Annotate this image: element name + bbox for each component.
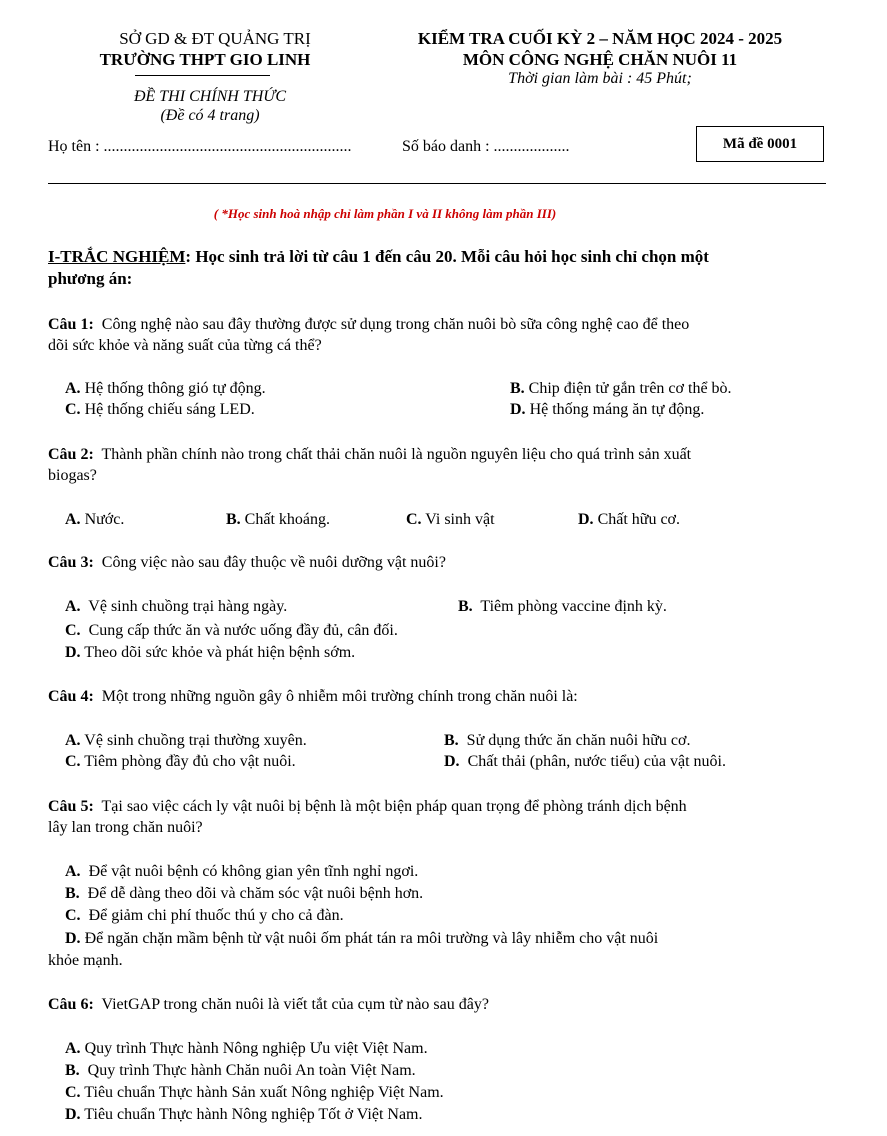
q1-option-d[interactable]: D. Hệ thống máng ăn tự động. — [510, 401, 705, 418]
question-text: Tại sao việc cách ly vật nuôi bị bệnh là một biện pháp quan trọng để phòng tránh dịch bệnh — [101, 798, 687, 815]
question-text: Công việc nào sau đây thuộc về nuôi dưỡng vật nuôi? — [101, 554, 446, 571]
q5-option-d-cont: khỏe mạnh. — [48, 952, 123, 969]
q4-option-b[interactable]: B. Sử dụng thức ăn chăn nuôi hữu cơ. — [444, 732, 691, 749]
official-exam-label: ĐỀ THI CHÍNH THỨC — [133, 88, 287, 105]
question-3-stem — [48, 552, 446, 573]
school-name: TRƯỜNG THPT GIO LINH — [99, 50, 311, 69]
q3-option-c[interactable]: C. Cung cấp thức ăn và nước uống đầy đủ, cân đối. — [65, 622, 398, 639]
question-text: VietGAP trong chăn nuôi là viết tắt của cụm từ nào sau đây? — [101, 996, 489, 1013]
q3-option-b[interactable]: B. Tiêm phòng vaccine định kỳ. — [458, 598, 667, 615]
exam-duration: Thời gian làm bài : 45 Phút; — [508, 70, 692, 87]
q5-option-d[interactable]: D. Để ngăn chặn mầm bệnh từ vật nuôi ốm phát tán ra môi trường và lây nhiễm cho vật nuôi — [65, 930, 659, 947]
q1-option-a[interactable]: A. Hệ thống thông gió tự động. — [65, 380, 266, 397]
question-2-stem — [48, 444, 691, 465]
question-number: Câu 1: — [48, 316, 94, 333]
question-number: Câu 5: — [48, 798, 94, 815]
q1-option-c[interactable]: C. Hệ thống chiếu sáng LED. — [65, 401, 255, 418]
q6-option-b[interactable]: B. Quy trình Thực hành Chăn nuôi An toàn Việt Nam. — [65, 1062, 416, 1079]
subject-title: MÔN CÔNG NGHỆ CHĂN NUÔI 11 — [462, 50, 738, 69]
question-text: Công nghệ nào sau đây thường được sử dụng trong chăn nuôi bò sữa công nghệ cao để theo — [101, 316, 690, 333]
question-1-stem-cont: dõi sức khỏe và năng suất của từng cá thể? — [48, 337, 322, 354]
section-instruction-cont: phương án: — [48, 269, 133, 288]
q1-option-b[interactable]: B. Chip điện tử gắn trên cơ thể bò. — [510, 380, 732, 397]
question-6-stem — [48, 994, 489, 1015]
question-text: Thành phần chính nào trong chất thải chăn nuôi là nguồn nguyên liệu cho quá trình sản xuất — [101, 446, 692, 463]
q4-option-a[interactable]: A. Vệ sinh chuồng trại thường xuyên. — [65, 732, 307, 749]
exam-code-box — [696, 126, 824, 162]
q5-option-c[interactable]: C. Để giảm chi phí thuốc thú y cho cả đàn. — [65, 907, 344, 924]
q4-option-c[interactable]: C. Tiêm phòng đầy đủ cho vật nuôi. — [65, 753, 296, 770]
q6-option-a[interactable]: A. Quy trình Thực hành Nông nghiệp Ưu việt Việt Nam. — [65, 1040, 428, 1057]
section-instruction: : Học sinh trả lời từ câu 1 đến câu 20. Mỗi câu hỏi học sinh chỉ chọn một — [185, 247, 709, 266]
page-count: (Đề có 4 trang) — [160, 107, 260, 124]
question-text: Một trong những nguồn gây ô nhiễm môi trường chính trong chăn nuôi là: — [101, 688, 578, 705]
question-1-stem — [48, 314, 689, 335]
header-divider — [48, 183, 826, 184]
q2-option-c[interactable]: C. Vi sinh vật — [406, 511, 495, 528]
q2-option-a[interactable]: A. Nước. — [65, 511, 125, 528]
q6-option-c[interactable]: C. Tiêu chuẩn Thực hành Sản xuất Nông nghiệp Việt Nam. — [65, 1084, 444, 1101]
question-number: Câu 3: — [48, 554, 94, 571]
question-5-stem-cont: lây lan trong chăn nuôi? — [48, 819, 203, 836]
q6-option-d[interactable]: D. Tiêu chuẩn Thực hành Nông nghiệp Tốt ở Việt Nam. — [65, 1106, 423, 1123]
q5-option-b[interactable]: B. Để dễ dàng theo dõi và chăm sóc vật nuôi bệnh hơn. — [65, 885, 424, 902]
department-name: SỞ GD & ĐT QUẢNG TRỊ — [119, 29, 311, 48]
question-number: Câu 4: — [48, 688, 94, 705]
question-number: Câu 6: — [48, 996, 94, 1013]
exam-title: KIỂM TRA CUỐI KỲ 2 – NĂM HỌC 2024 - 2025 — [417, 29, 783, 48]
inclusion-note: ( *Học sinh hoà nhập chỉ làm phần I và II không làm phần III) — [213, 206, 557, 221]
q2-option-b[interactable]: B. Chất khoáng. — [226, 511, 330, 528]
question-4-stem — [48, 686, 578, 707]
question-5-stem — [48, 796, 687, 817]
question-2-stem-cont: biogas? — [48, 467, 97, 484]
student-id-field[interactable]: Số báo danh : ................... — [402, 138, 570, 155]
q3-option-a[interactable]: A. Vệ sinh chuồng trại hàng ngày. — [65, 598, 288, 615]
q2-option-d[interactable]: D. Chất hữu cơ. — [578, 511, 681, 528]
q4-option-d[interactable]: D. Chất thải (phân, nước tiểu) của vật nuôi. — [444, 753, 726, 770]
question-number: Câu 2: — [48, 446, 94, 463]
q3-option-d[interactable]: D. Theo dõi sức khỏe và phát hiện bệnh sớm. — [65, 644, 356, 661]
section-heading — [48, 247, 709, 267]
exam-code: Mã đề 0001 — [722, 136, 798, 152]
header-underline — [135, 75, 270, 76]
q5-option-a[interactable]: A. Để vật nuôi bệnh có không gian yên tĩnh nghỉ ngơi. — [65, 863, 419, 880]
student-name-field[interactable]: Họ tên : .............................................................. — [48, 138, 352, 155]
section-title: I-TRẮC NGHIỆM — [48, 247, 186, 266]
